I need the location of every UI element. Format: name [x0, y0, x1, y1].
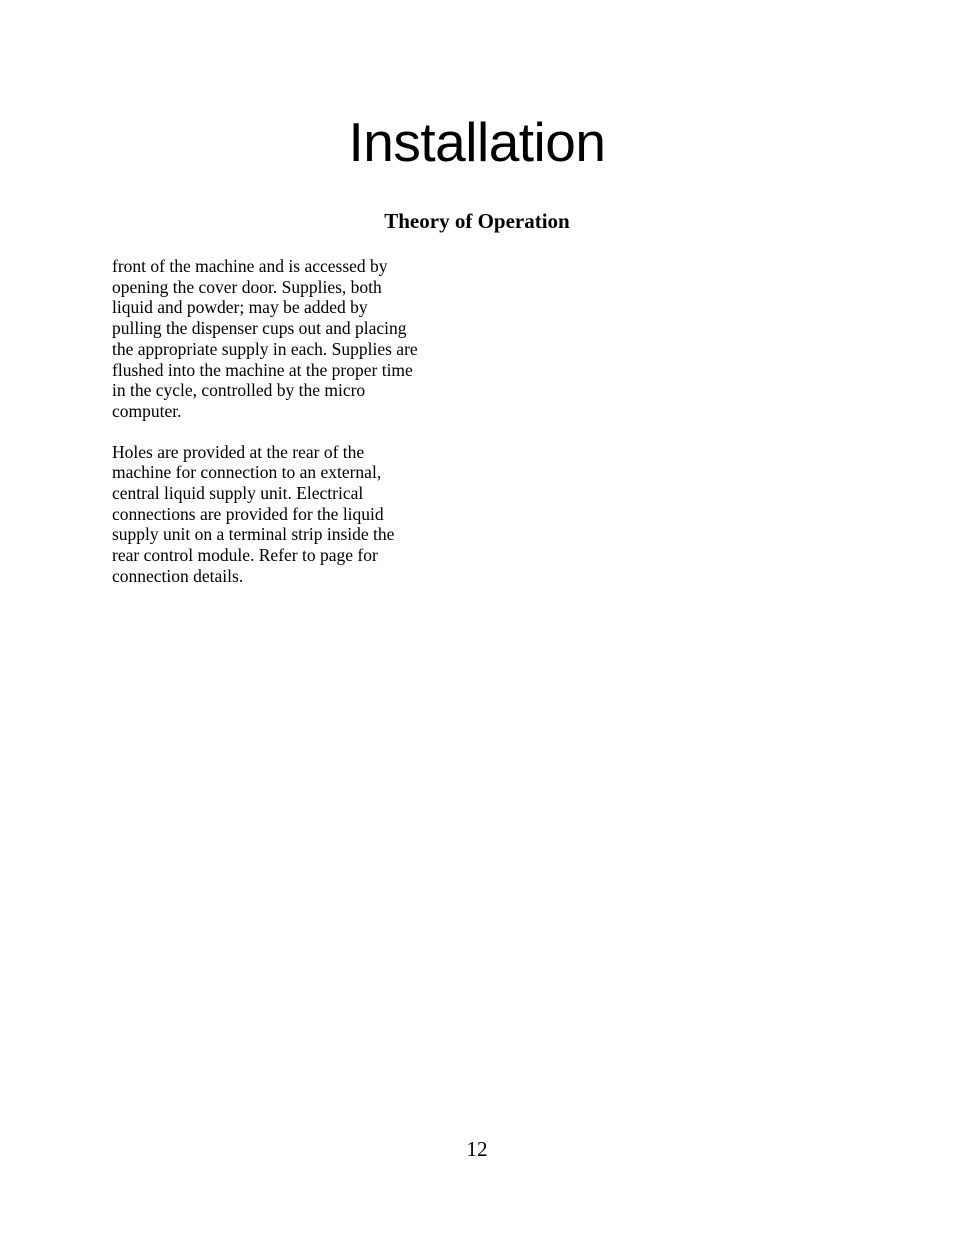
- text-line: machine for connection to an external,: [112, 462, 382, 483]
- page-number: 12: [466, 1137, 488, 1161]
- text-line: computer.: [112, 400, 182, 421]
- text-line: pulling the dispenser cups out and placing: [112, 318, 407, 339]
- text-line: central liquid supply unit. Electrical: [112, 483, 364, 504]
- text-line: Holes are provided at the rear of the: [112, 441, 365, 462]
- text-line: flushed into the machine at the proper time: [112, 359, 413, 380]
- text-line: connection details.: [112, 565, 244, 586]
- text-line: liquid and powder; may be added by: [112, 297, 368, 318]
- text-line: connections are provided for the liquid: [112, 503, 384, 524]
- text-line: front of the machine and is accessed by: [112, 256, 388, 276]
- text-line: rear control module. Refer to page for: [112, 545, 378, 566]
- text-line: supply unit on a terminal strip inside the: [112, 524, 395, 545]
- text-line: in the cycle, controlled by the micro: [112, 380, 366, 401]
- section-heading: Theory of Operation: [384, 209, 570, 233]
- paragraph-supplies: [112, 256, 472, 422]
- paragraph-supply-connections: [112, 442, 472, 587]
- page-title: Installation: [348, 111, 606, 173]
- text-line: the appropriate supply in each. Supplies are: [112, 338, 418, 359]
- body-text-column: [112, 256, 472, 587]
- text-line: opening the cover door. Supplies, both: [112, 276, 382, 297]
